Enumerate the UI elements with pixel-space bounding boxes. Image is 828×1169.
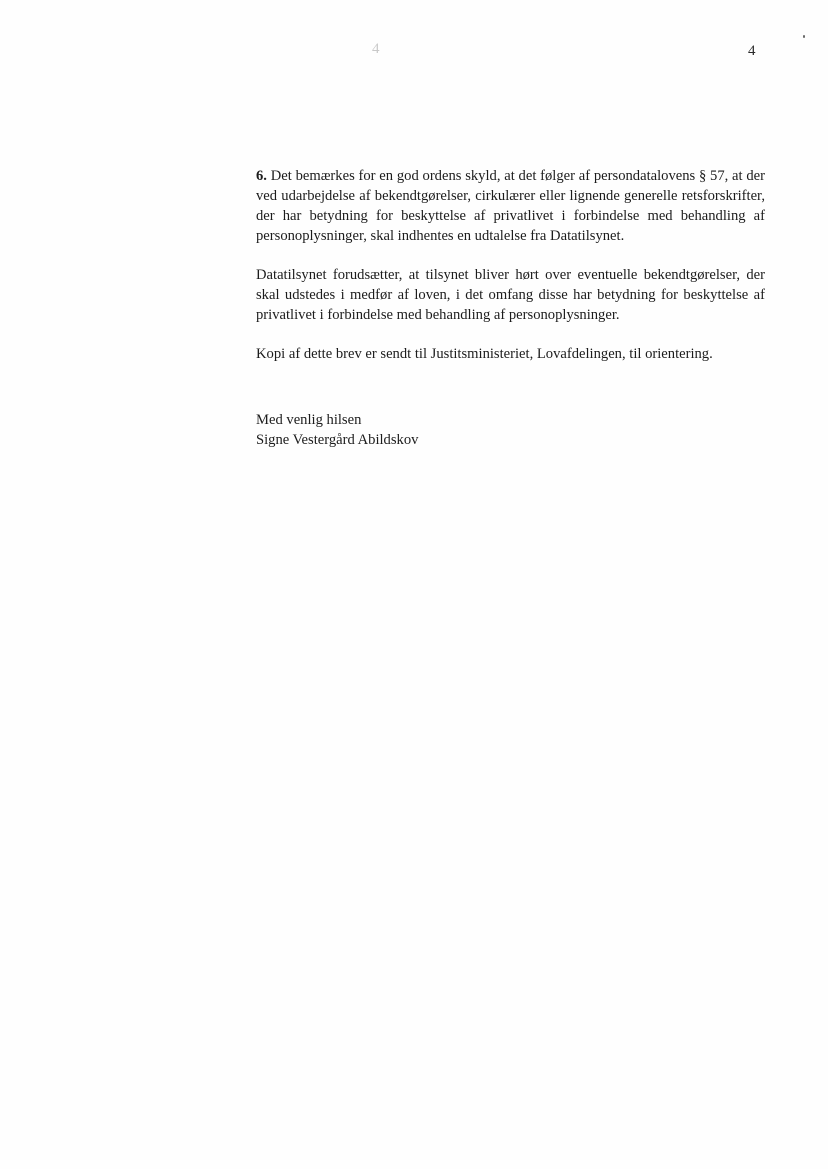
paragraph-text: Det bemærkes for en god ordens skyld, at det følger af persondatalovens § 57, at der ved udarbejdelse af bekendtgørelser, cirkulærer eller lignende generelle retsforskrifter, der har betydning for beskyttelse af privatlivet i forbindelse med behandling af personoplysninger, skal indhentes en udtalelse fra Datatilsynet.: [256, 168, 765, 244]
faint-page-number: 4: [372, 41, 380, 57]
paragraph-text: Kopi af dette brev er sendt til Justitsministeriet, Lovafdelingen, til orientering.: [256, 346, 713, 362]
paragraph-consultation: [256, 265, 765, 325]
signature-name: Signe Vestergård Abildskov: [256, 432, 419, 448]
letter-body: [256, 166, 765, 364]
paragraph-6: [256, 166, 765, 246]
closing-greeting: Med venlig hilsen: [256, 412, 362, 428]
scan-speck: [803, 35, 805, 38]
paragraph-number: 6.: [256, 168, 267, 184]
paragraph-text: Datatilsynet forudsætter, at tilsynet bliver hørt over eventuelle bekendtgørelser, der skal udstedes i medfør af loven, i det omfang disse har betydning for beskyttelse af privatlivet i forbindelse med behandling af personoplysninger.: [256, 267, 765, 323]
paragraph-copy-note: [256, 344, 765, 364]
letter-closing: [256, 410, 418, 450]
page-number: 4: [748, 43, 756, 59]
